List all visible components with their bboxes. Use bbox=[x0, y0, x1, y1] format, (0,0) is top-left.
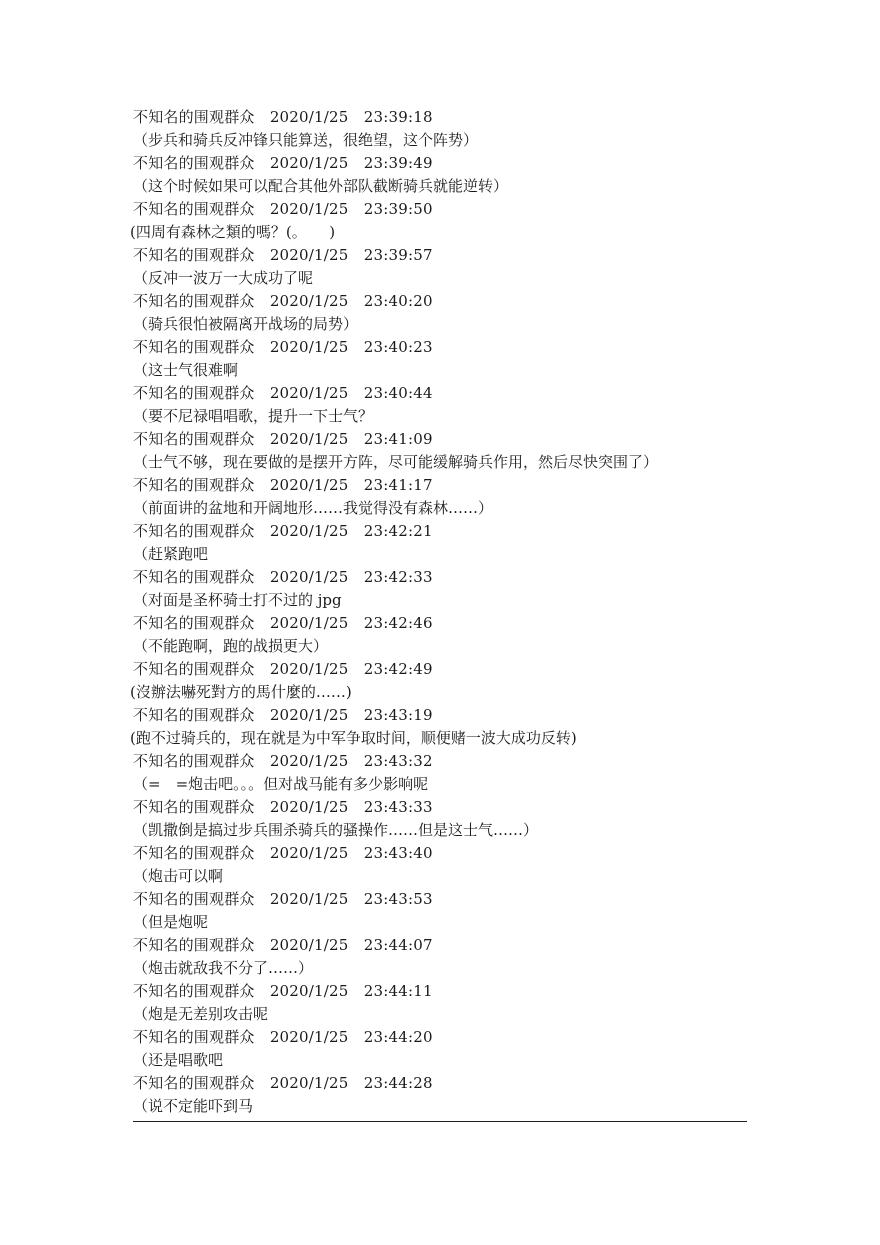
message-time: 23:41:17 bbox=[363, 476, 433, 494]
message-header bbox=[133, 244, 747, 267]
message-header bbox=[133, 520, 747, 543]
author-name: 不知名的围观群众 bbox=[133, 292, 255, 310]
message-date: 2020/1/25 bbox=[269, 890, 349, 908]
message-header bbox=[133, 152, 747, 175]
message-time: 23:43:19 bbox=[363, 706, 433, 724]
message-text: （凯撒倒是搞过步兵围杀骑兵的骚操作……但是这士气……） bbox=[133, 821, 539, 839]
message-text: （前面讲的盆地和开阔地形……我觉得没有森林……） bbox=[133, 499, 494, 517]
message-time: 23:43:40 bbox=[363, 844, 433, 862]
message-text: （炮是无差别攻击呢 bbox=[133, 1005, 269, 1023]
author-name: 不知名的围观群众 bbox=[133, 476, 255, 494]
message-time: 23:44:11 bbox=[363, 982, 433, 1000]
message-header bbox=[133, 704, 747, 727]
message-header bbox=[133, 336, 747, 359]
message-date: 2020/1/25 bbox=[269, 154, 349, 172]
message-time: 23:42:21 bbox=[363, 522, 433, 540]
message-header bbox=[133, 198, 747, 221]
message-text: (沒辦法嚇死對方的馬什麼的……) bbox=[130, 683, 352, 701]
message-date: 2020/1/25 bbox=[269, 200, 349, 218]
message-text: （这个时候如果可以配合其他外部队截断骑兵就能逆转） bbox=[133, 177, 509, 195]
message-header bbox=[133, 106, 747, 129]
author-name: 不知名的围观群众 bbox=[133, 844, 255, 862]
message-text: (四周有森林之類的嗎？(。 ) bbox=[130, 223, 336, 241]
message-text: （炮击就敌我不分了……） bbox=[133, 959, 314, 977]
message-header bbox=[133, 796, 747, 819]
message-text: (跑不过骑兵的，现在就是为中军争取时间，顺便赌一波大成功反转) bbox=[130, 729, 577, 747]
message-header bbox=[133, 658, 747, 681]
message-header bbox=[133, 382, 747, 405]
bottom-divider bbox=[133, 1121, 747, 1122]
author-name: 不知名的围观群众 bbox=[133, 1028, 255, 1046]
message-date: 2020/1/25 bbox=[269, 476, 349, 494]
author-name: 不知名的围观群众 bbox=[133, 936, 255, 954]
author-name: 不知名的围观群众 bbox=[133, 982, 255, 1000]
message-header bbox=[133, 612, 747, 635]
message-date: 2020/1/25 bbox=[269, 522, 349, 540]
message-time: 23:40:23 bbox=[363, 338, 433, 356]
message-header bbox=[133, 1026, 747, 1049]
author-name: 不知名的围观群众 bbox=[133, 798, 255, 816]
message-text: （赶紧跑吧 bbox=[133, 545, 209, 563]
message-date: 2020/1/25 bbox=[269, 430, 349, 448]
message-header bbox=[133, 1072, 747, 1095]
message-date: 2020/1/25 bbox=[269, 706, 349, 724]
message-text: （骑兵很怕被隔离开战场的局势） bbox=[133, 315, 359, 333]
message-date: 2020/1/25 bbox=[269, 752, 349, 770]
author-name: 不知名的围观群众 bbox=[133, 246, 255, 264]
chat-log bbox=[130, 106, 747, 1118]
author-name: 不知名的围观群众 bbox=[133, 752, 255, 770]
message-text: （这士气很难啊 bbox=[133, 361, 239, 379]
author-name: 不知名的围观群众 bbox=[133, 154, 255, 172]
message-time: 23:41:09 bbox=[363, 430, 433, 448]
message-date: 2020/1/25 bbox=[269, 844, 349, 862]
message-header bbox=[133, 566, 747, 589]
message-header bbox=[133, 428, 747, 451]
message-time: 23:42:46 bbox=[363, 614, 433, 632]
author-name: 不知名的围观群众 bbox=[133, 384, 255, 402]
message-header bbox=[133, 290, 747, 313]
message-text: （士气不够，现在要做的是摆开方阵，尽可能缓解骑兵作用，然后尽快突围了） bbox=[133, 453, 659, 471]
message-time: 23:40:20 bbox=[363, 292, 433, 310]
message-date: 2020/1/25 bbox=[269, 936, 349, 954]
message-date: 2020/1/25 bbox=[269, 568, 349, 586]
message-text: （要不尼禄唱唱歌，提升一下士气？ bbox=[133, 407, 374, 425]
message-date: 2020/1/25 bbox=[269, 338, 349, 356]
message-date: 2020/1/25 bbox=[269, 1074, 349, 1092]
message-header bbox=[133, 980, 747, 1003]
message-date: 2020/1/25 bbox=[269, 614, 349, 632]
author-name: 不知名的围观群众 bbox=[133, 430, 255, 448]
message-header bbox=[133, 888, 747, 911]
message-date: 2020/1/25 bbox=[269, 982, 349, 1000]
message-time: 23:40:44 bbox=[363, 384, 433, 402]
author-name: 不知名的围观群众 bbox=[133, 108, 255, 126]
message-date: 2020/1/25 bbox=[269, 384, 349, 402]
author-name: 不知名的围观群众 bbox=[133, 660, 255, 678]
message-time: 23:44:07 bbox=[363, 936, 433, 954]
message-date: 2020/1/25 bbox=[269, 292, 349, 310]
message-text: （但是炮呢 bbox=[133, 913, 209, 931]
message-text: （不能跑啊，跑的战损更大） bbox=[133, 637, 329, 655]
message-time: 23:39:50 bbox=[363, 200, 433, 218]
message-time: 23:44:20 bbox=[363, 1028, 433, 1046]
message-time: 23:43:53 bbox=[363, 890, 433, 908]
message-date: 2020/1/25 bbox=[269, 108, 349, 126]
author-name: 不知名的围观群众 bbox=[133, 706, 255, 724]
message-text: （对面是圣杯骑士打不过的 jpg bbox=[133, 591, 342, 609]
author-name: 不知名的围观群众 bbox=[133, 1074, 255, 1092]
message-header bbox=[133, 934, 747, 957]
message-header bbox=[133, 842, 747, 865]
message-time: 23:42:49 bbox=[363, 660, 433, 678]
author-name: 不知名的围观群众 bbox=[133, 890, 255, 908]
message-header bbox=[133, 750, 747, 773]
message-date: 2020/1/25 bbox=[269, 660, 349, 678]
message-text: （还是唱歌吧 bbox=[133, 1051, 224, 1069]
message-text: （= =炮击吧。。。但对战马能有多少影响呢 bbox=[133, 775, 429, 793]
message-date: 2020/1/25 bbox=[269, 246, 349, 264]
message-time: 23:44:28 bbox=[363, 1074, 433, 1092]
message-time: 23:43:32 bbox=[363, 752, 433, 770]
message-date: 2020/1/25 bbox=[269, 1028, 349, 1046]
message-text: （炮击可以啊 bbox=[133, 867, 224, 885]
message-date: 2020/1/25 bbox=[269, 798, 349, 816]
message-time: 23:39:57 bbox=[363, 246, 433, 264]
message-time: 23:42:33 bbox=[363, 568, 433, 586]
message-time: 23:43:33 bbox=[363, 798, 433, 816]
message-time: 23:39:18 bbox=[363, 108, 433, 126]
message-header bbox=[133, 474, 747, 497]
message-text: （说不定能吓到马 bbox=[133, 1097, 254, 1115]
author-name: 不知名的围观群众 bbox=[133, 614, 255, 632]
author-name: 不知名的围观群众 bbox=[133, 200, 255, 218]
author-name: 不知名的围观群众 bbox=[133, 522, 255, 540]
message-time: 23:39:49 bbox=[363, 154, 433, 172]
author-name: 不知名的围观群众 bbox=[133, 338, 255, 356]
author-name: 不知名的围观群众 bbox=[133, 568, 255, 586]
message-text: （反冲一波万一大成功了呢 bbox=[133, 269, 314, 287]
message-text: （步兵和骑兵反冲锋只能算送，很绝望，这个阵势） bbox=[133, 131, 479, 149]
